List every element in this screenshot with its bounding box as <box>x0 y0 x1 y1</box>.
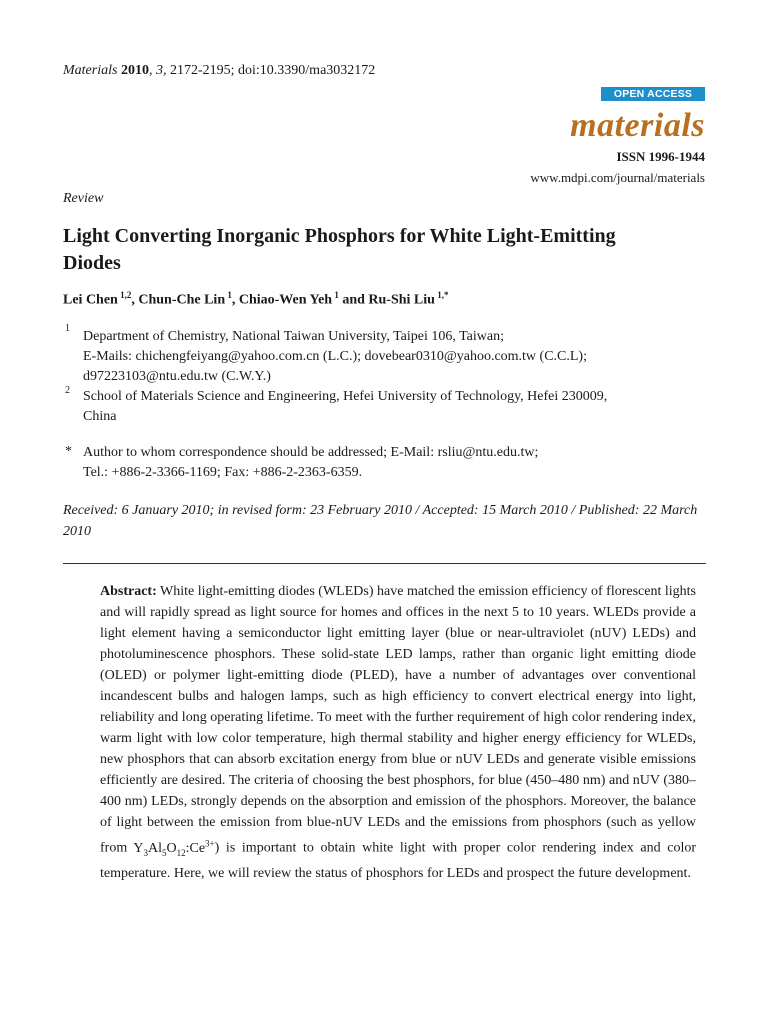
affiliation-line: E-Mails: chichengfeiyang@yahoo.com.cn (L.C.); dovebear0310@yahoo.com.tw (C.C.L); <box>83 349 587 364</box>
open-access-badge: OPEN ACCESS <box>601 87 705 101</box>
author-separator: and <box>338 292 369 308</box>
author-affiliation-mark: 1,* <box>434 290 449 300</box>
abstract <box>100 581 696 884</box>
affiliation-line: China <box>83 409 117 424</box>
author-affiliation-mark: 1 <box>225 290 232 300</box>
affiliation-line: d97223103@ntu.edu.tw (C.W.Y.) <box>83 369 271 384</box>
journal-logo: materials <box>570 107 705 144</box>
correspondence-mark: * <box>65 444 72 459</box>
affiliation-1 <box>83 327 703 387</box>
citation-volume: , 3, <box>148 63 167 78</box>
author-affiliation-mark: 1,2 <box>117 290 132 300</box>
abstract-label: Abstract: <box>100 584 157 599</box>
citation-year: 2010 <box>120 63 149 78</box>
author-affiliation-mark: 1 <box>332 290 339 300</box>
author-name: Chun-Che Lin <box>138 292 226 308</box>
journal-name: Materials <box>63 63 118 78</box>
author-separator: , <box>131 292 139 308</box>
affiliation-mark: 1 <box>65 323 70 334</box>
citation-line <box>63 63 375 79</box>
section-divider <box>63 563 706 564</box>
abstract-text-end: ) is important to obtain white light with proper color rendering index and color temperature. Here, we will review the status of phosphors for LEDs and prospect the future development. <box>100 840 696 882</box>
abstract-text: White light-emitting diodes (WLEDs) have matched the emission efficiency of florescent lights and will rapidly spread as light source for homes and offices in the next 5 to 10 years. WLEDs provide a light element having a semiconductor light emitting layer (blue or near-ultraviolet (nUV) LEDs) and photoluminescence phosphors. These solid-state LED lamps, rather than organic light emitting diode (OLED) or polymer light-emitting diode (PLED), have a number of advantages over conventional incandescent bulbs and halogen lamps, such as high efficiency to convert electrical energy into light, reliability and long operating lifetime. To meet with the further requirement of high color rendering index, warm light with low color temperature, high thermal stability and higher energy efficiency for WLEDs, new phosphors that can absorb excitation energy from blue or nUV LEDs and generate visible emissions efficiently are desired. The criteria of choosing the best phosphors, for blue (450–480 nm) and nUV (380–400 nm) LEDs, strongly depends on the absorption and emission of the phosphors. Moreover, the balance of light between the emission from blue-nUV LEDs and the emissions from phosphors (such as yellow from <box>100 584 696 856</box>
affiliation-2 <box>83 387 703 427</box>
author-name: Lei Chen <box>63 292 118 308</box>
journal-url[interactable]: www.mdpi.com/journal/materials <box>530 170 705 185</box>
correspondence-info <box>83 443 703 483</box>
correspondence-line: Tel.: +886-2-3366-1169; Fax: +886-2-2363-6359. <box>83 465 363 480</box>
article-type: Review <box>63 191 104 206</box>
citation-pages-doi: 2172-2195; doi:10.3390/ma3032172 <box>166 63 376 78</box>
chemical-formula: $Y_3Al_5O_{12}:Ce^{3+}$ <box>133 838 215 858</box>
author-name: Chiao-Wen Yeh <box>238 292 333 308</box>
author-list <box>63 290 448 309</box>
affiliation-mark: 2 <box>65 385 70 396</box>
issn: ISSN 1996-1944 <box>616 149 705 164</box>
author-separator: , <box>231 292 239 308</box>
article-title: Light Converting Inorganic Phosphors for White Light-Emitting Diodes <box>63 225 616 274</box>
affiliation-line: Department of Chemistry, National Taiwan University, Taipei 106, Taiwan; <box>83 329 504 344</box>
publication-dates: Received: 6 January 2010; in revised form: 23 February 2010 / Accepted: 15 March 2010 / Published: 22 March 2010 <box>63 503 698 539</box>
corresponding-author-mark: * <box>443 290 449 300</box>
correspondence-line: Author to whom correspondence should be addressed; E-Mail: rsliu@ntu.edu.tw; <box>83 445 539 460</box>
affiliation-line: School of Materials Science and Engineering, Hefei University of Technology, Hefei 230009, <box>83 389 608 404</box>
author-name: Ru-Shi Liu <box>368 292 435 308</box>
